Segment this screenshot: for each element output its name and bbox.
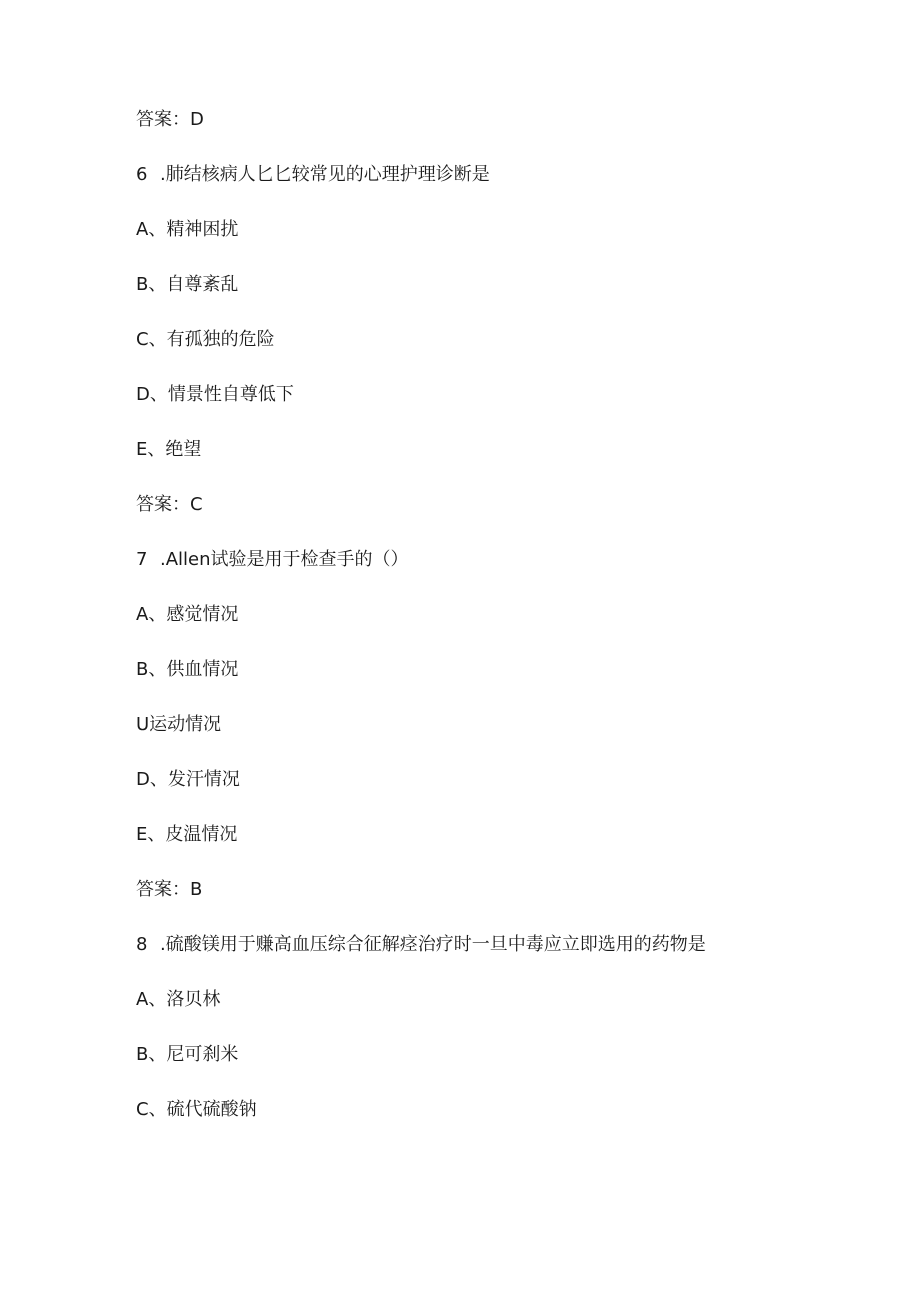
option-b: B、自尊紊乱 xyxy=(136,274,239,295)
option-a: A、感觉情况 xyxy=(136,604,239,625)
option-e: E、绝望 xyxy=(136,439,202,460)
answer-q6: 答案：C xyxy=(136,494,203,515)
option-a: A、洛贝林 xyxy=(136,989,221,1010)
question-stem: .肺结核病人匕匕较常见的心理护理诊断是 xyxy=(160,164,490,185)
option-a: A、精神困扰 xyxy=(136,219,239,240)
option-d: D、情景性自尊低下 xyxy=(136,384,294,405)
option-c: C、硫代硫酸钠 xyxy=(136,1099,257,1120)
question-number: 7 xyxy=(136,549,148,570)
question-6 xyxy=(136,163,490,187)
option-b: B、尼可刹米 xyxy=(136,1044,239,1065)
question-7 xyxy=(136,548,409,572)
question-8 xyxy=(136,933,706,957)
option-c: C、有孤独的危险 xyxy=(136,329,275,350)
answer-q7: 答案：B xyxy=(136,879,203,900)
question-stem: .Allen试验是用于检查手的（） xyxy=(160,549,409,570)
question-number: 6 xyxy=(136,164,148,185)
option-d: D、发汗情况 xyxy=(136,769,240,790)
question-number: 8 xyxy=(136,934,148,955)
option-c: U运动情况 xyxy=(136,714,222,735)
question-stem: .硫酸镁用于赚高血压综合征解痉治疗时一旦中毒应立即选用的药物是 xyxy=(160,934,706,955)
option-e: E、皮温情况 xyxy=(136,824,238,845)
answer-q5: 答案：D xyxy=(136,109,204,130)
option-b: B、供血情况 xyxy=(136,659,239,680)
